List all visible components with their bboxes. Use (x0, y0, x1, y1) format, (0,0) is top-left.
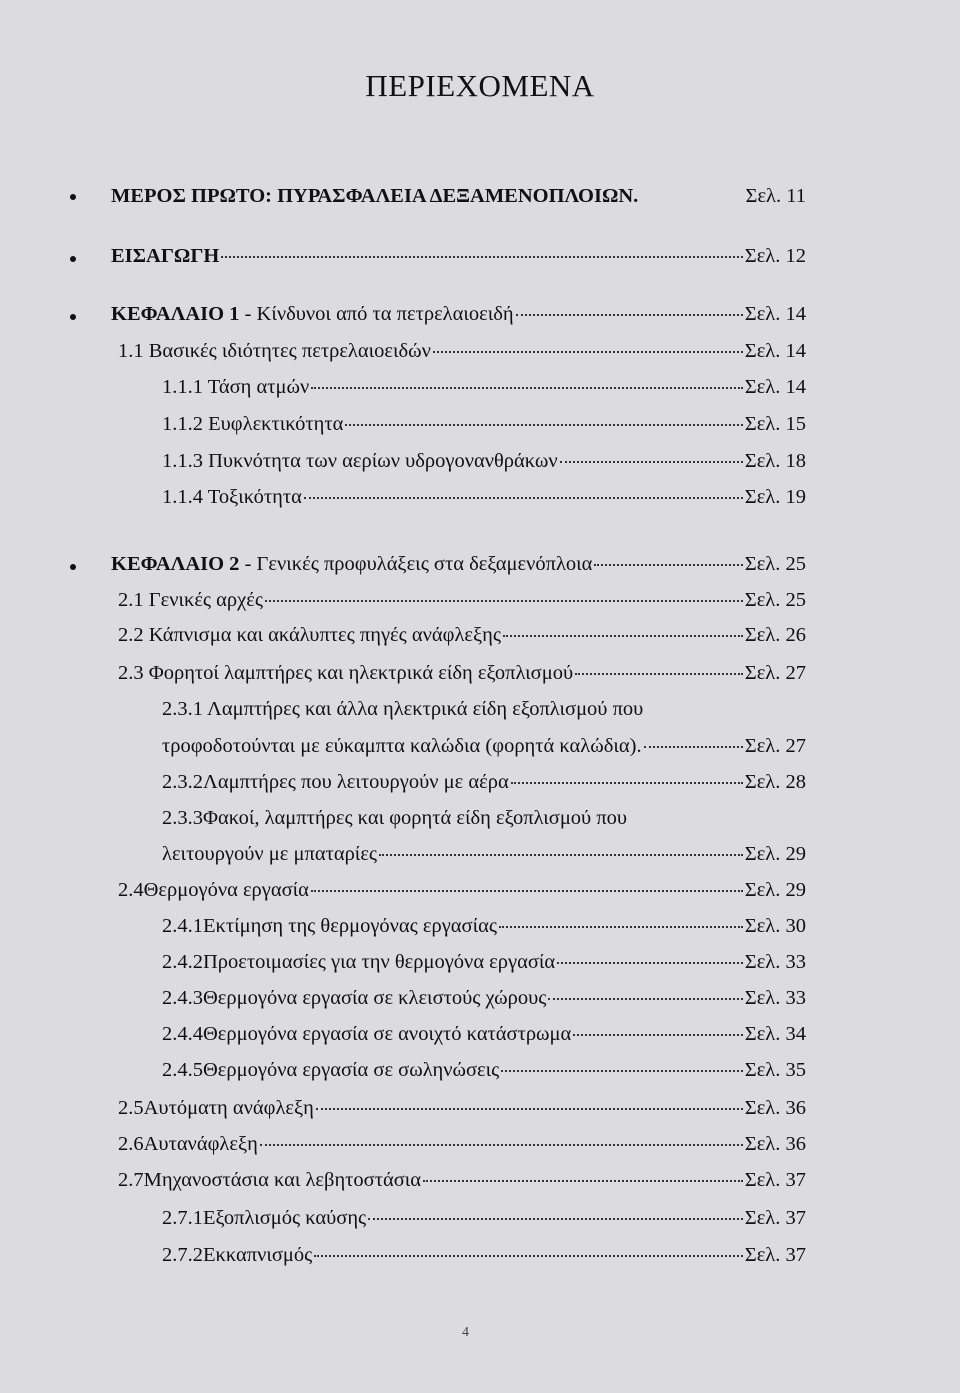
toc-entry-2-6[interactable]: 2.6Αυτανάφλεξη Σελ. 36 (118, 1133, 806, 1155)
toc-entry-1-1-4[interactable]: 1.1.4 Τοξικότητα Σελ. 19 (162, 486, 806, 508)
toc-entry-2-4-4[interactable]: 2.4.4Θερμογόνα εργασία σε ανοιχτό κατάστρωμα Σελ. 34 (162, 1023, 806, 1045)
toc-entry-2-4-2[interactable]: 2.4.2Προετοιμασίες για την θερμογόνα εργασία Σελ. 33 (162, 951, 806, 973)
bullet-icon (70, 194, 76, 200)
toc-entry-1-1[interactable]: 1.1 Βασικές ιδιότητες πετρελαιοειδών Σελ. 14 (118, 340, 806, 362)
toc-entry-introduction[interactable]: ΕΙΣΑΓΩΓΗ Σελ. 12 (111, 245, 806, 267)
toc-entry-2-7-2[interactable]: 2.7.2Εκκαπνισμός Σελ. 37 (162, 1244, 806, 1266)
bullet-icon (70, 314, 76, 320)
toc-entry-2-3-2[interactable]: 2.3.2Λαμπτήρες που λειτουργούν με αέρα Σελ. 28 (162, 771, 806, 793)
toc-entry-2-3-3[interactable]: λειτουργούν με μπαταρίες Σελ. 29 (162, 843, 806, 865)
toc-entry-2-3[interactable]: 2.3 Φορητοί λαμπτήρες και ηλεκτρικά είδη εξοπλισμού Σελ. 27 (118, 662, 806, 684)
bullet-icon (70, 256, 76, 262)
toc-entry-chapter-2[interactable]: ΚΕΦΑΛΑΙΟ 2 - Γενικές προφυλάξεις στα δεξαμενόπλοια Σελ. 25 (111, 553, 806, 575)
toc-entry-2-4-1[interactable]: 2.4.1Εκτίμηση της θερμογόνας εργασίας Σελ. 30 (162, 915, 806, 937)
toc-entry-part-one[interactable]: ΜΕΡΟΣ ΠΡΩΤΟ: ΠΥΡΑΣΦΑΛΕΙΑ ΔΕΞΑΜΕΝΟΠΛΟΙΩΝ. Σελ. 11 (111, 185, 806, 207)
page-title: ΠΕΡΙΕΧΟΜΕΝΑ (365, 68, 595, 103)
toc-entry-2-2[interactable]: 2.2 Κάπνισμα και ακάλυπτες πηγές ανάφλεξης Σελ. 26 (118, 624, 806, 646)
toc-entry-2-4-3[interactable]: 2.4.3Θερμογόνα εργασία σε κλειστούς χώρους Σελ. 33 (162, 987, 806, 1009)
toc-entry-1-1-2[interactable]: 1.1.2 Ευφλεκτικότητα Σελ. 15 (162, 413, 806, 435)
page-number: 4 (462, 1325, 469, 1340)
toc-entry-2-4[interactable]: 2.4Θερμογόνα εργασία Σελ. 29 (118, 879, 806, 901)
toc-entry-2-7[interactable]: 2.7Μηχανοστάσια και λεβητοστάσια Σελ. 37 (118, 1169, 806, 1191)
toc-entry-2-3-1-line1[interactable]: 2.3.1 Λαμπτήρες και άλλα ηλεκτρικά είδη εξοπλισμού που (162, 698, 644, 720)
toc-entry-1-1-3[interactable]: 1.1.3 Πυκνότητα των αερίων υδρογονανθράκων Σελ. 18 (162, 450, 806, 472)
bullet-icon (70, 564, 76, 570)
toc-entry-2-3-1[interactable]: τροφοδοτούνται με εύκαμπτα καλώδια (φορητά καλώδια). Σελ. 27 (162, 735, 806, 757)
toc-entry-1-1-1[interactable]: 1.1.1 Τάση ατμών Σελ. 14 (162, 376, 806, 398)
toc-entry-2-5[interactable]: 2.5Αυτόματη ανάφλεξη Σελ. 36 (118, 1097, 806, 1119)
toc-entry-chapter-1[interactable]: ΚΕΦΑΛΑΙΟ 1 - Κίνδυνοι από τα πετρελαιοειδή Σελ. 14 (111, 303, 806, 325)
toc-entry-2-7-1[interactable]: 2.7.1Εξοπλισμός καύσης Σελ. 37 (162, 1207, 806, 1229)
toc-entry-2-3-3-line1[interactable]: 2.3.3Φακοί, λαμπτήρες και φορητά είδη εξοπλισμού που (162, 807, 628, 829)
toc-entry-2-4-5[interactable]: 2.4.5Θερμογόνα εργασία σε σωληνώσεις Σελ. 35 (162, 1059, 806, 1081)
toc-entry-2-1[interactable]: 2.1 Γενικές αρχές Σελ. 25 (118, 589, 806, 611)
